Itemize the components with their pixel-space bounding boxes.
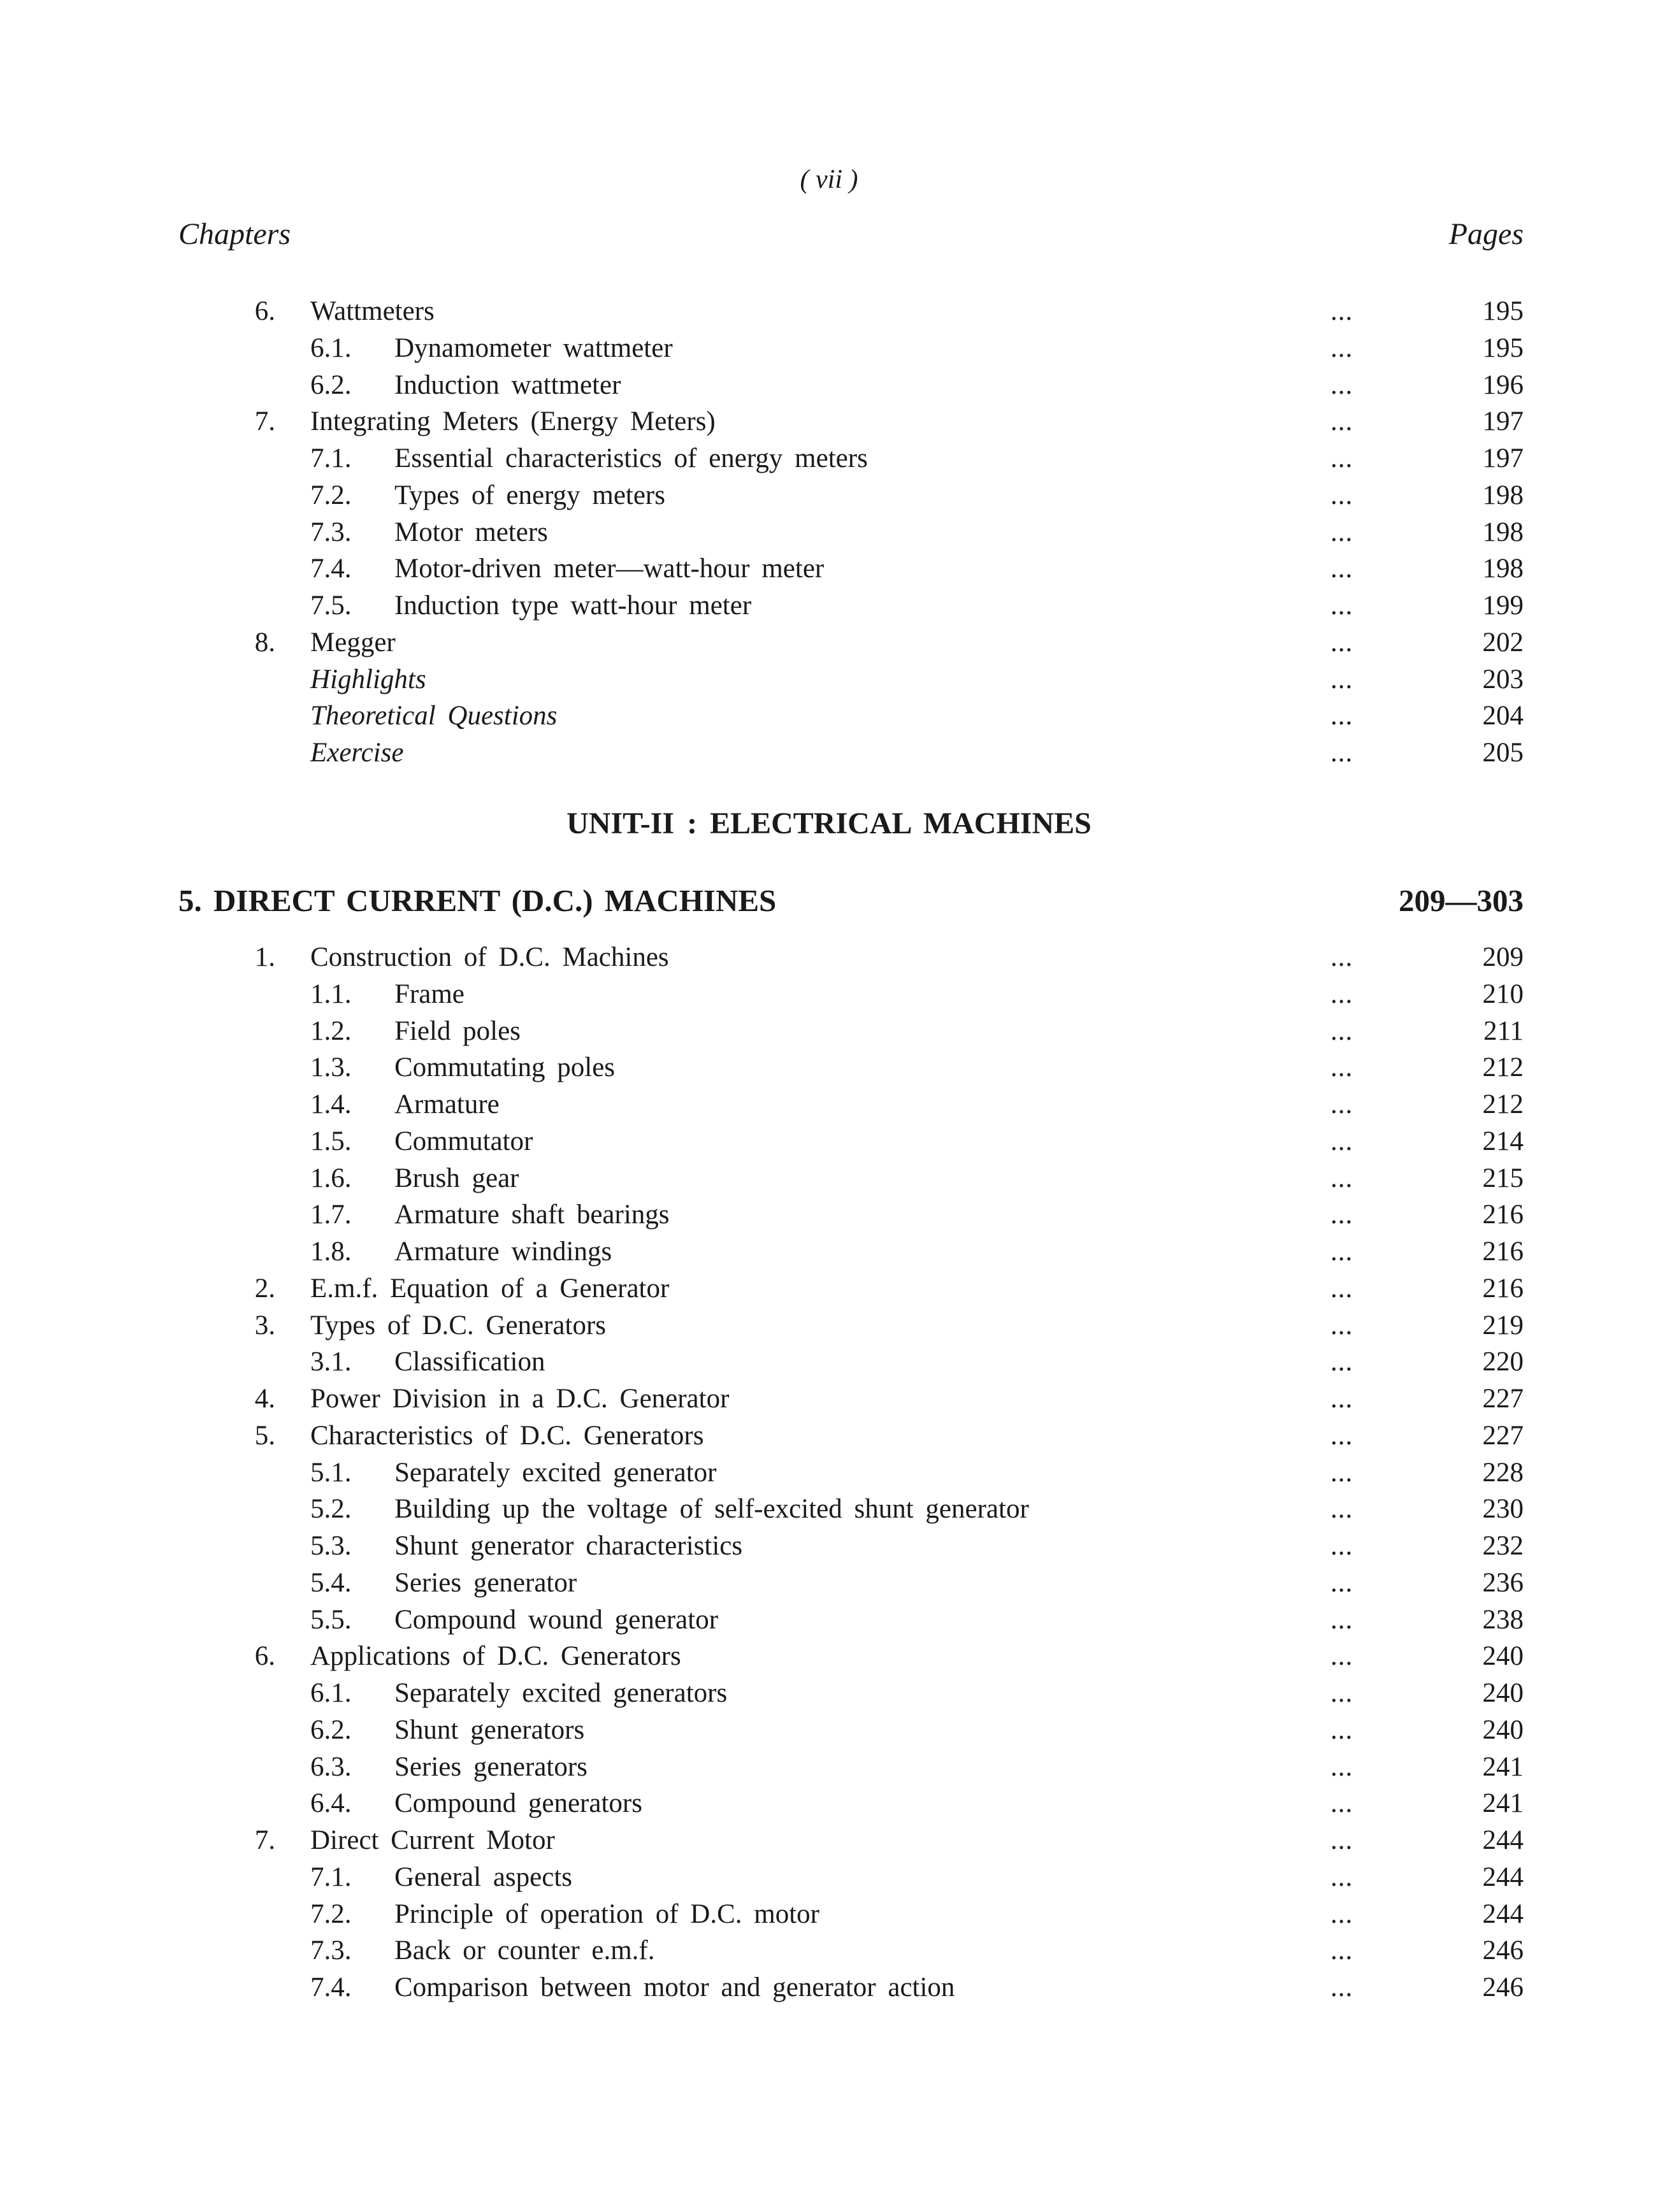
page-number: 236 [1482, 1567, 1524, 1598]
leader-dots: ... [1330, 979, 1353, 1009]
pages-column-header: Pages [1448, 217, 1524, 251]
page-number: 230 [1482, 1494, 1524, 1525]
subentry-title: Commutator [394, 1126, 533, 1156]
page-number: 204 [1482, 701, 1524, 731]
page-number: 195 [1482, 296, 1524, 326]
toc-entry [0, 1638, 1658, 1675]
leader-dots: ... [1330, 1163, 1353, 1193]
subentry-title: Frame [394, 979, 465, 1009]
leader-dots: ... [1330, 1531, 1353, 1561]
leader-dots: ... [1330, 1494, 1353, 1525]
page-number: 212 [1482, 1052, 1524, 1083]
page-number: 198 [1482, 554, 1524, 584]
subentry-number: 5.2. [310, 1494, 352, 1525]
toc-subentry [0, 1896, 1658, 1933]
subentry-title: Induction type watt-hour meter [394, 591, 752, 621]
page-number: 205 [1482, 738, 1524, 768]
page-number: 209 [1482, 942, 1524, 972]
page-number: 197 [1482, 406, 1524, 437]
toc-subentry [0, 1969, 1658, 2006]
chapter-page-range: 209—303 [1399, 883, 1524, 918]
subentry-number: 1.7. [310, 1200, 352, 1230]
page-number: 203 [1482, 664, 1524, 694]
leader-dots: ... [1330, 738, 1353, 768]
subentry-number: 1.1. [310, 979, 352, 1009]
toc-entry [0, 735, 1658, 772]
page-number: 244 [1482, 1825, 1524, 1855]
page-number: 216 [1482, 1237, 1524, 1267]
leader-dots: ... [1330, 1567, 1353, 1598]
subentry-number: 5.3. [310, 1531, 352, 1561]
subentry-number: 7.3. [310, 517, 352, 547]
subentry-title: Separately excited generator [394, 1457, 717, 1488]
leader-dots: ... [1330, 664, 1353, 694]
leader-dots: ... [1330, 1788, 1353, 1819]
toc-subentry [0, 1859, 1658, 1896]
chapter-heading: 5. DIRECT CURRENT (D.C.) MACHINES [178, 883, 777, 918]
page-number: 220 [1482, 1347, 1524, 1377]
subentry-number: 7.4. [310, 554, 352, 584]
toc-subentry [0, 1196, 1658, 1233]
toc-subentry [0, 1049, 1658, 1086]
entry-title: Characteristics of D.C. Generators [310, 1420, 704, 1451]
subentry-number: 6.3. [310, 1751, 352, 1782]
page-number: 246 [1482, 1936, 1524, 1966]
toc-subentry [0, 976, 1658, 1013]
leader-dots: ... [1330, 1604, 1353, 1635]
subentry-title: Essential characteristics of energy meters [394, 443, 868, 473]
subentry-number: 5.5. [310, 1604, 352, 1635]
page-number: 216 [1482, 1200, 1524, 1230]
subentry-title: Induction wattmeter [394, 370, 621, 400]
subentry-number: 1.6. [310, 1163, 352, 1193]
toc-list-continued [0, 293, 1658, 772]
entry-title: Theoretical Questions [310, 701, 558, 731]
entry-title: Construction of D.C. Machines [310, 942, 669, 972]
page-number: 244 [1482, 1862, 1524, 1892]
entry-title: Megger [310, 627, 396, 657]
toc-subentry [0, 440, 1658, 477]
page-number: 232 [1482, 1531, 1524, 1561]
subentry-title: Shunt generator characteristics [394, 1531, 743, 1561]
page-number: 241 [1482, 1751, 1524, 1782]
page-number: 202 [1482, 627, 1524, 657]
leader-dots: ... [1330, 1089, 1353, 1119]
leader-dots: ... [1330, 1825, 1353, 1855]
leader-dots: ... [1330, 333, 1353, 363]
toc-subentry [0, 1491, 1658, 1528]
toc-subentry [0, 1344, 1658, 1381]
entry-title: Power Division in a D.C. Generator [310, 1384, 730, 1414]
subentry-number: 7.1. [310, 443, 352, 473]
subentry-title: Types of energy meters [394, 480, 665, 510]
leader-dots: ... [1330, 627, 1353, 657]
subentry-title: Brush gear [394, 1163, 519, 1193]
toc-entry [0, 1822, 1658, 1859]
subentry-title: Back or counter e.m.f. [394, 1936, 655, 1966]
toc-list-chapter-5 [0, 939, 1658, 2006]
toc-subentry [0, 1233, 1658, 1270]
leader-dots: ... [1330, 443, 1353, 473]
subentry-number: 7.1. [310, 1862, 352, 1892]
page-number: 215 [1482, 1163, 1524, 1193]
page-number: 210 [1482, 979, 1524, 1009]
leader-dots: ... [1330, 1751, 1353, 1782]
page-number: 240 [1482, 1678, 1524, 1708]
leader-dots: ... [1330, 591, 1353, 621]
subentry-title: Comparison between motor and generator action [394, 1972, 955, 2002]
leader-dots: ... [1330, 942, 1353, 972]
entry-number: 7. [254, 406, 275, 437]
leader-dots: ... [1330, 554, 1353, 584]
entry-number: 3. [254, 1310, 275, 1340]
page-folio: ( vii ) [800, 165, 858, 194]
leader-dots: ... [1330, 1862, 1353, 1892]
page-number: 244 [1482, 1899, 1524, 1929]
toc-subentry [0, 1932, 1658, 1969]
leader-dots: ... [1330, 1384, 1353, 1414]
chapters-column-header: Chapters [178, 217, 291, 251]
subentry-title: Classification [394, 1347, 545, 1377]
subentry-number: 5.1. [310, 1457, 352, 1488]
subentry-title: Commutating poles [394, 1052, 616, 1083]
subentry-number: 1.3. [310, 1052, 352, 1083]
subentry-title: Field poles [394, 1016, 521, 1046]
subentry-number: 1.5. [310, 1126, 352, 1156]
page-number: 216 [1482, 1273, 1524, 1304]
subentry-number: 7.3. [310, 1936, 352, 1966]
toc-subentry [0, 1602, 1658, 1639]
entry-number: 2. [254, 1273, 275, 1304]
subentry-title: Motor meters [394, 517, 548, 547]
entry-title: Highlights [310, 664, 426, 694]
leader-dots: ... [1330, 1936, 1353, 1966]
toc-entry [0, 1270, 1658, 1307]
subentry-number: 5.4. [310, 1567, 352, 1598]
toc-subentry [0, 1675, 1658, 1712]
leader-dots: ... [1330, 370, 1353, 400]
leader-dots: ... [1330, 1310, 1353, 1340]
subentry-number: 6.2. [310, 370, 352, 400]
subentry-title: General aspects [394, 1862, 572, 1892]
leader-dots: ... [1330, 296, 1353, 326]
toc-entry [0, 624, 1658, 661]
toc-subentry [0, 1123, 1658, 1160]
subentry-title: Armature shaft bearings [394, 1200, 670, 1230]
subentry-number: 6.2. [310, 1714, 352, 1745]
leader-dots: ... [1330, 1678, 1353, 1708]
entry-number: 4. [254, 1384, 275, 1414]
page-number: 219 [1482, 1310, 1524, 1340]
entry-title: Types of D.C. Generators [310, 1310, 607, 1340]
page-number: 196 [1482, 370, 1524, 400]
subentry-number: 7.2. [310, 480, 352, 510]
leader-dots: ... [1330, 1420, 1353, 1451]
toc-subentry [0, 367, 1658, 404]
entry-number: 8. [254, 627, 275, 657]
subentry-title: Motor-driven meter—watt-hour meter [394, 554, 825, 584]
leader-dots: ... [1330, 1200, 1353, 1230]
subentry-title: Series generators [394, 1751, 588, 1782]
leader-dots: ... [1330, 480, 1353, 510]
leader-dots: ... [1330, 1714, 1353, 1745]
subentry-number: 7.5. [310, 591, 352, 621]
leader-dots: ... [1330, 1273, 1353, 1304]
toc-entry [0, 1381, 1658, 1418]
entry-title: Direct Current Motor [310, 1825, 555, 1855]
entry-number: 1. [254, 942, 275, 972]
toc-subentry [0, 1013, 1658, 1050]
toc-subentry [0, 1454, 1658, 1491]
leader-dots: ... [1330, 517, 1353, 547]
leader-dots: ... [1330, 1347, 1353, 1377]
leader-dots: ... [1330, 1126, 1353, 1156]
page-number: 246 [1482, 1972, 1524, 2002]
page-number: 197 [1482, 443, 1524, 473]
page-number: 198 [1482, 517, 1524, 547]
subentry-number: 1.8. [310, 1237, 352, 1267]
subentry-number: 7.4. [310, 1972, 352, 2002]
subentry-title: Dynamometer wattmeter [394, 333, 673, 363]
toc-entry [0, 661, 1658, 698]
toc-subentry [0, 1712, 1658, 1749]
page-number: 214 [1482, 1126, 1524, 1156]
page-number: 195 [1482, 333, 1524, 363]
toc-entry [0, 939, 1658, 976]
subentry-number: 6.4. [310, 1788, 352, 1819]
subentry-title: Armature windings [394, 1237, 612, 1267]
subentry-title: Armature [394, 1089, 500, 1119]
subentry-number: 6.1. [310, 1678, 352, 1708]
leader-dots: ... [1330, 1237, 1353, 1267]
leader-dots: ... [1330, 1899, 1353, 1929]
toc-entry [0, 293, 1658, 330]
entry-number: 6. [254, 1641, 275, 1672]
toc-subentry [0, 587, 1658, 624]
leader-dots: ... [1330, 1457, 1353, 1488]
leader-dots: ... [1330, 1641, 1353, 1672]
entry-number: 7. [254, 1825, 275, 1855]
toc-subentry [0, 1749, 1658, 1786]
toc-subentry [0, 330, 1658, 367]
entry-number: 5. [254, 1420, 275, 1451]
page-number: 240 [1482, 1641, 1524, 1672]
leader-dots: ... [1330, 1972, 1353, 2002]
toc-subentry [0, 477, 1658, 514]
page-number: 240 [1482, 1714, 1524, 1745]
subentry-number: 3.1. [310, 1347, 352, 1377]
toc-entry [0, 1307, 1658, 1344]
leader-dots: ... [1330, 1052, 1353, 1083]
unit-heading: UNIT-II : ELECTRICAL MACHINES [566, 807, 1092, 840]
page-number: 198 [1482, 480, 1524, 510]
toc-entry [0, 698, 1658, 735]
page-number: 241 [1482, 1788, 1524, 1819]
subentry-title: Series generator [394, 1567, 577, 1598]
page-number: 228 [1482, 1457, 1524, 1488]
page-number: 227 [1482, 1384, 1524, 1414]
page-number: 212 [1482, 1089, 1524, 1119]
toc-subentry [0, 1160, 1658, 1197]
leader-dots: ... [1330, 406, 1353, 437]
toc-entry [0, 1418, 1658, 1454]
page-number: 199 [1482, 591, 1524, 621]
toc-subentry [0, 514, 1658, 551]
page-number: 238 [1482, 1604, 1524, 1635]
subentry-number: 1.2. [310, 1016, 352, 1046]
entry-title: E.m.f. Equation of a Generator [310, 1273, 670, 1304]
entry-title: Integrating Meters (Energy Meters) [310, 406, 716, 437]
entry-title: Wattmeters [310, 296, 435, 326]
entry-title: Applications of D.C. Generators [310, 1641, 681, 1672]
toc-subentry [0, 550, 1658, 587]
leader-dots: ... [1330, 1016, 1353, 1046]
entry-number: 6. [254, 296, 275, 326]
leader-dots: ... [1330, 701, 1353, 731]
toc-subentry [0, 1565, 1658, 1602]
page-number: 227 [1482, 1420, 1524, 1451]
subentry-title: Principle of operation of D.C. motor [394, 1899, 819, 1929]
subentry-title: Compound wound generator [394, 1604, 719, 1635]
subentry-title: Building up the voltage of self-excited shunt generator [394, 1494, 1029, 1525]
subentry-title: Separately excited generators [394, 1678, 728, 1708]
toc-entry [0, 403, 1658, 440]
toc-subentry [0, 1528, 1658, 1565]
subentry-number: 6.1. [310, 333, 352, 363]
subentry-title: Shunt generators [394, 1714, 585, 1745]
subentry-title: Compound generators [394, 1788, 642, 1819]
page-number: 211 [1483, 1016, 1524, 1046]
subentry-number: 1.4. [310, 1089, 352, 1119]
entry-title: Exercise [310, 738, 404, 768]
toc-subentry [0, 1785, 1658, 1822]
subentry-number: 7.2. [310, 1899, 352, 1929]
toc-subentry [0, 1086, 1658, 1123]
